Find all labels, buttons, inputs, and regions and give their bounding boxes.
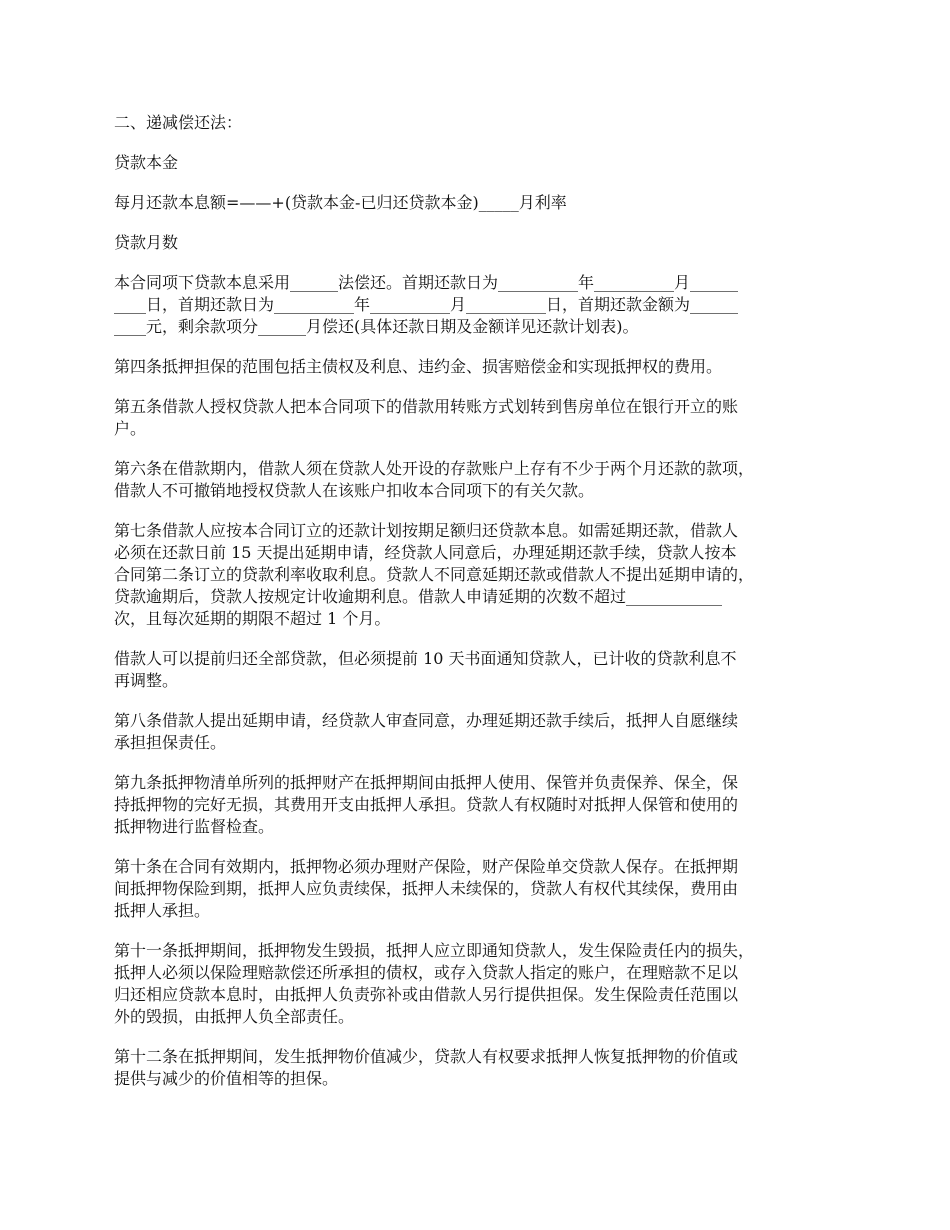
text-line: 本合同项下贷款本息采用______法偿还。首期还款日为__________年__________月______: [114, 273, 739, 292]
paragraph: [114, 648, 842, 692]
text-line: 抵押人承担。: [114, 901, 211, 920]
text-line: 第六条在借款期内，借款人须在贷款人处开设的存款账户上存有不少于两个月还款的款项，: [114, 459, 755, 478]
text-line: 持抵押物的完好无损，其费用开支由抵押人承担。贷款人有权随时对抵押人保管和使用的: [114, 795, 739, 814]
text-line: 第十条在合同有效期内，抵押物必须办理财产保险，财产保险单交贷款人保存。在抵押期: [114, 857, 739, 876]
text-line: 次，且每次延期的期限不超过 1 个月。: [114, 609, 391, 628]
text-line: 提供与减少的价值相等的担保。: [114, 1069, 339, 1088]
paragraph: [114, 710, 842, 754]
text-line: ____元，剩余款项分______月偿还(具体还款日期及金额详见还款计划表)。: [114, 317, 639, 336]
text-line: 第九条抵押物清单所列的抵押财产在抵押期间由抵押人使用、保管并负责保养、保全，保: [114, 773, 739, 792]
text-line: 归还相应贷款本息时，由抵押人负责弥补或由借款人另行提供担保。发生保险责任范围以: [114, 985, 739, 1004]
document-page: [114, 112, 842, 1108]
text-line: 合同第二条订立的贷款利率收取利息。贷款人不同意延期还款或借款人不提出延期申请的，: [114, 565, 755, 584]
paragraph: [114, 232, 842, 254]
paragraph: [114, 520, 842, 630]
text-line: 户。: [114, 419, 147, 438]
text-line: 抵押人必须以保险理赔款偿还所承担的债权，或存入贷款人指定的账户，在理赔款不足以: [114, 963, 739, 982]
text-line: 必须在还款日前 15 天提出延期申请，经贷款人同意后，办理延期还款手续，贷款人按本: [114, 543, 737, 562]
text-line: 第五条借款人授权贷款人把本合同项下的借款用转账方式划转到售房单位在银行开立的账: [114, 397, 739, 416]
paragraph: [114, 1046, 842, 1090]
text-line: 第十二条在抵押期间，发生抵押物价值减少，贷款人有权要求抵押人恢复抵押物的价值或: [114, 1047, 739, 1066]
text-line: 第四条抵押担保的范围包括主债权及利息、违约金、损害赔偿金和实现抵押权的费用。: [114, 357, 723, 376]
text-line: 第七条借款人应按本合同订立的还款计划按期足额归还贷款本息。如需延期还款，借款人: [114, 521, 739, 540]
text-line: 抵押物进行监督检查。: [114, 817, 275, 836]
paragraph: [114, 112, 842, 134]
paragraph: [114, 772, 842, 838]
paragraph: [114, 152, 842, 174]
paragraph: [114, 940, 842, 1028]
text-line: 借款人可以提前归还全部贷款，但必须提前 10 天书面通知贷款人，已计收的贷款利息不: [114, 649, 737, 668]
text-line: 贷款本金: [114, 153, 179, 172]
paragraph: [114, 272, 842, 338]
text-line: 二、递减偿还法：: [114, 113, 243, 132]
text-line: 第十一条抵押期间，抵押物发生毁损，抵押人应立即通知贷款人，发生保险责任内的损失，: [114, 941, 755, 960]
text-line: 外的毁损，由抵押人负全部责任。: [114, 1007, 355, 1026]
paragraph: [114, 396, 842, 440]
paragraph: [114, 192, 842, 214]
text-line: 每月还款本息额=——+(贷款本金-已归还贷款本金)_____月利率: [114, 193, 567, 212]
text-line: 再调整。: [114, 671, 179, 690]
paragraph: [114, 356, 842, 378]
paragraph: [114, 856, 842, 922]
text-line: 贷款月数: [114, 233, 179, 252]
text-line: 承担担保责任。: [114, 733, 227, 752]
text-line: 间抵押物保险到期，抵押人应负责续保，抵押人未续保的，贷款人有权代其续保，费用由: [114, 879, 739, 898]
text-line: 贷款逾期后，贷款人按规定计收逾期利息。借款人申请延期的次数不超过____________: [114, 587, 723, 606]
text-line: ____日，首期还款日为__________年__________月__________日，首期还款金额为______: [114, 295, 739, 314]
paragraph: [114, 458, 842, 502]
text-line: 第八条借款人提出延期申请，经贷款人审查同意，办理延期还款手续后，抵押人自愿继续: [114, 711, 739, 730]
text-line: 借款人不可撤销地授权贷款人在该账户扣收本合同项下的有关欠款。: [114, 481, 595, 500]
